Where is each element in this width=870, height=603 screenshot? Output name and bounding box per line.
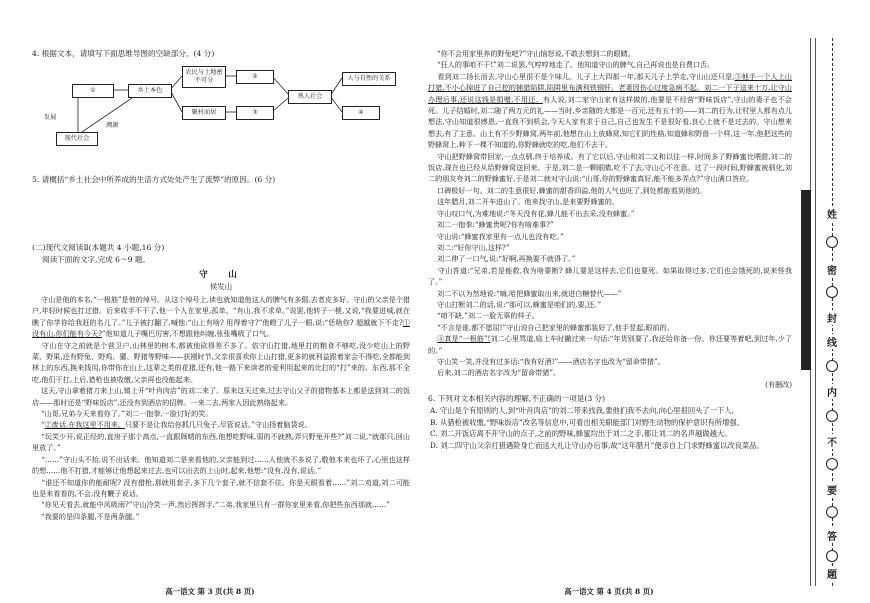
paragraph: “我要的是四条腿,不是两条腿。” [32,511,140,521]
seal-char: 封 [825,310,839,325]
paragraph: 守山把野蜂窝带回家,一点点驯,终于培养成。有了它以后,守山和刘二又和以往一样,时间多了野蜂蜜比喂甜,刘二的饭店,现在也已经从给野蜂窝送回来。于是,刘二是一颗眼睛,吃不了去,守山心不在意。过了一段时间,野蜂蜜被驯化,刘二的朋友夸刘二的野蜂蜜好,于是刘二就对守山说:“山哥,你的野蜂蜜真好,能不能多弄点?”守山满口答应。 [428,151,792,184]
question-4: 4. 根据文本，请填写下面思维导图的空缺部分。(4 分) [32,49,215,58]
underlined-sentence-2: ②废话,在我这里不用来。 [44,420,125,430]
option-b: B. 从猎枪被收缴,“野味饭店”改名等信息中,可看出相关职能部门对野生动物的保护意识有所增强。 [430,417,744,427]
mindmap-box-bottom: 聚村而居 [182,106,226,120]
source-note: (有删改) [765,379,792,389]
paragraph: 守山说:“蜂蜜我家里有一点儿也没有吃。” [428,231,564,241]
binding-black-bar [801,190,811,370]
left-page [0,0,420,603]
question-6: 6. 下列对文本相关内容的理解,不正确的一项是(3 分) [428,394,606,404]
right-page [420,0,798,603]
paragraph-text: 看到刘二扬长而去,守山心里很不是个味儿。儿子上大四那一年,那天儿子上学走,守山山还只是, [428,71,735,81]
paragraph: “你见天看去,就能中风吸雨?”守山冷笑一声,然后挥挥手,“二弟,我家里只有一群你家里来看,你把些东西那就……” [32,500,390,510]
mindmap-box-mid: 熟人社会 [288,90,332,104]
paragraph: “②废话,在我这里不用来。只要不是让我给你抓几只兔子,尽管说话。”守山扬着脑袋说。 [32,420,312,430]
mindmap-box-right: 人与自然的关系 [342,72,396,86]
seal-char: 要 [825,482,839,497]
mindmap-box-3: ③ [236,106,274,120]
question-5: 5. 请概括“乡土社会中所养成的生活方式处处产生了流弊”的原因。(6 分) [32,175,276,184]
seal-char: 密 [825,262,839,277]
footer-text: 高一语文 第 3 页(共 8 页) [165,587,255,596]
paragraph: 守山在守之前就是个营卫户,山林里的树木,都被他砍得差不多了。依守山打猎,地里打的粮食不够吃,没少吃山上的野菜、野果,还有野兔、野鸡、獾、野猪等野味——获刚时节,父亲很喜欢你上山打猎,更多的就利益跟着家会不得吃,全都能到林上的东西,换来钱用,你带你在山上,这辈之类的花猪,还有,他一路下来读者的爱利用起来的比打的“打”来的。东西,那不全吃,他们干打,上后,猎枪也被收缴,父亲再也没能起来。 [32,340,410,384]
story-title: 守 山 [199,270,243,280]
seal-char: 内 [825,384,839,399]
mindmap-box-bottom-left: 现代社会 [56,132,98,146]
mindmap-label-suyuan: 溯源 [106,122,119,129]
paragraph-text: ”他知道儿子嘴巴厉害,不想跟他纠缠,张张嘴吸了口气。 [101,329,274,339]
seal-char: 题 [825,566,839,581]
underlined-sentence-1: ①没有山,你们能有今天? [32,317,410,339]
page-footer-right [420,586,798,597]
circle-mark [826,506,838,518]
option-a: A. 守山是个有原则的人,到“叶肖肉店”的刘二带来找我,要他们我不去向,向心里很回头了一下人, [430,406,734,416]
footer-text: 高一语文 第 4 页(共 8 页) [564,587,654,596]
paragraph-text: 刘二心里骂道,临上车时撇过来一句话:“年货别要了,我还给你备一份。你还要等着吧,到过年,少了的。” [428,334,792,355]
paragraph [428,71,792,151]
paragraph: 这年腊月,刘二开车进山了。他来找守山,是来要野蜂蜜的。 [428,197,619,207]
paragraph [32,294,410,340]
circle-mark [826,236,838,248]
paragraph-text: 只要不是让我给你抓几只兔子,尽管说话。”守山扬着脑袋说。 [124,420,312,430]
binding-strip [798,0,870,603]
paragraph: “……”守山头不抬,说不出话来。他知道刘二是来看他的,父亲能到过……人他就不多说了,敬他本来也坏了,心里也这样的想……他不打猎,才能够让他想起来过去,也可以出去的上山时,起来,他想:“没有,没有,说话。” [32,454,410,476]
mindmap-box-1: ① [72,84,114,98]
paragraph: “狂人的事咱不干!”刘二说罢,气哼哼地走了。他知道守山的脾气,自己再说也是自费口舌。 [428,60,715,70]
circle-mark [826,286,838,298]
circle-mark [826,410,838,422]
paragraph-text: 守山是他的本名,“一根筋”是他的绰号。从这个绰号上,读也就知道他这人的脾气有多倔,去者皮多好。守山的父亲是个猎户,年轻时候也打过猎。后来收手不干了,他一个人在家里,孤单。“有山,我不求草。”说罢,他转子一梗,又说,“我要进城,就在瞧了你学你给我赶的名儿了。”儿子被打翻了,喊他:“山上有啥? 用得着守?”他瞪了儿子一眼,说:“恁啥你? 超越就下不走? [32,295,410,327]
mind-map [42,64,391,156]
paragraph: 这天,守山拿着猪刀来上山,镇上开“叶肖肉店”的刘二来了。原来这天过来,过去守山父子的猎物基本上都是送到刘二的饭店——那时还是“野味饭店”,还没有到酒店的招牌。一来二去,两家人因此熟络起来。 [32,386,410,407]
binding-label-xing: 姓 [825,206,839,221]
underlined-sentence-4: ④真是“一根筋”! [437,334,491,344]
right-column [428,48,792,583]
paragraph: 后来,刘二的酒店名字改为“留命带猪”。 [428,368,561,378]
paragraph: 守山打断刘二的话,说:“那可以,蜂蜜是咱们的,要,还。” [428,299,602,309]
paragraph: “不言是谁,都不愿屈!”守山说自己把家里的蜂蜜都装好了,他手竖起,眼前的。 [428,322,674,332]
left-column [32,48,410,583]
circle-mark [826,458,838,470]
paragraph: 守山答道:“兄弟,若是能救,我为啥要断? 蜂儿要是这样去,它们也要死。如果取得过多,它们也会饿死的,说来怪我了。” [428,265,792,287]
seal-char: 不 [825,434,839,449]
paragraph: “玩笑少开,说正经的,直房子那个高点,一直跟顾晴的东西,他想吃野味,弱的不就熟,弄只野兔开些?”刘二说,“就那只,回山里放了。” [32,431,410,453]
option-d: D. 刘二四守山父亲打猎遇险身亡而送大礼让守山办后事,故“这年腊月”便亲自上门求野蜂蜜以改良菜品。 [430,440,764,450]
section-heading: (二)现代文阅读Ⅱ(本题共 4 小题,16 分) [32,243,165,252]
mindmap-box-2: ② [236,70,274,84]
mindmap-label-fazhan: 发展 [44,114,57,121]
paragraph: “咱不缺,”刘二一脸无辜的样子。 [428,311,539,321]
mindmap-box-center: 乡土本色 [128,84,172,98]
story-author: 侯发山 [209,282,233,291]
option-c: C. 刘二开饭店离不开守山的点子,之前的野味,蜂蜜均出于刘二之手,都让刘二的名声越做越大。 [430,429,732,439]
mindmap-box-top: 农民与土地密不可分 [182,66,226,88]
paragraph: 守山笑一笑,并没有过多话:“我有好酒!”——酒店名字也改为“留命带猪”。 [428,356,665,366]
paragraph: “山哥,兄弟今天来看你了。”刘二一抱拳,一脸讨好的笑。 [32,409,213,419]
reading-instruction: 阅读下面的文字,完成 6～9 题。 [42,255,151,264]
paragraph: 刘二一抱拳:“蜂蜜贵呢?你有啥难事?” [428,220,554,230]
seal-char: 线 [825,334,839,349]
paragraph: 守山叹口气,为难地说:“冬天没有花,蜂儿能不出去采,没有蜂蜜。” [428,208,635,218]
answer-space [32,190,410,242]
paragraph: “谁还不知道你的能耐呢? 没有猎枪,那就用套子,多下几个套子,就不信套不住。你是天眼看着……”刘二劝道,刘二可能也是来看看的,不会,没有鞭子说话。 [32,477,410,498]
page-footer-left [0,586,420,597]
circle-mark [826,550,838,562]
paragraph [428,333,792,356]
paragraph-text: 有人说,刘二家守山家有这样做的,他要是不经营“野味饭店”,守山的妻子也不会死。儿子结婚时,刘二随了两万元的礼——当时,乡亲随的大都是一百元,还有五十的——刘二的行为,让村里人都有点儿想法,守山知道很感恩,一直我不到机会,今天人家有求于自己,自己也发生不是很好看,良心上就不是过去的。守山想来想去,有了主意。山上有不少野蜂窝,两年前,他想在山上放蜂窝,知它们的性格,知道蜂和野兽一个样,这一年,他把这些的野蜂窝上,种下一棵不知道的,你野蜂就吃的吃,他们不去干。 [428,94,792,150]
paragraph: 刘二:“好你守山,这样?” [428,242,510,252]
seal-char: 答 [825,528,839,543]
paragraph: “你不会用家里养的野兔吧?”守山恼怒说,不敢去想到二的眼睛。 [428,49,635,58]
mindmap-box-4: ④ [342,106,380,120]
circle-mark [826,360,838,372]
paragraph: 刘二不以为然地说:“嗨,哈把蜂蜜取出来,就进白糖替代——” [428,288,622,298]
underlined-sentence-3: ③他手一个人上山打猎,不小心掉进了自己挖的捕猎陷阱,陷阱里布满利铁钢钎。老妻因伤心过度急病不起。刘二一下子送来十万,让守山办理后事,还说这钱是捐赠,不用还。 [428,71,792,104]
paragraph: 口碑极好一句。刘二的生意很好,蜂蜜的甜香四溢,他的人气也旺了,到处都能看到他的。 [428,185,707,195]
paragraph: 刘二伸了一口气,说:“好啊,再换要不就得了。” [428,254,576,264]
